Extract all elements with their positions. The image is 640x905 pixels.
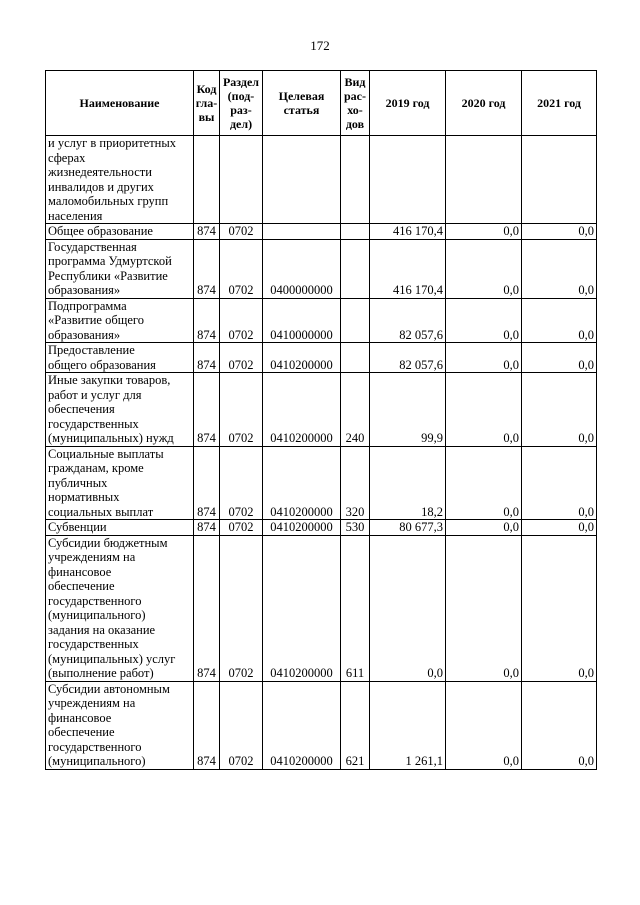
row-value-2019: 80 677,3: [370, 520, 446, 536]
row-name: Предоставление общего образования: [46, 343, 194, 373]
row-value-2021: 0,0: [522, 224, 597, 240]
row-value-2020: 0,0: [446, 224, 522, 240]
row-expense-type: 240: [341, 373, 370, 447]
row-target-article: 0410200000: [263, 343, 341, 373]
row-section: 0702: [220, 343, 263, 373]
row-value-2021: 0,0: [522, 520, 597, 536]
row-name: Субсидии бюджетным учреждениям на финансовое обеспечение государственного (муниципального) задания на оказание государственных (муниципальных) услуг (выполнение работ): [46, 535, 194, 681]
row-expense-type: [341, 343, 370, 373]
row-value-2019: 0,0: [370, 535, 446, 681]
row-value-2021: 0,0: [522, 298, 597, 343]
row-value-2019: 82 057,6: [370, 298, 446, 343]
row-chapter-code: 874: [194, 298, 220, 343]
row-section: 0702: [220, 520, 263, 536]
row-value-2021: 0,0: [522, 535, 597, 681]
row-section: 0702: [220, 224, 263, 240]
header-chapter-code: Код гла- вы: [194, 71, 220, 136]
row-name: Субсидии автономным учреждениям на финансовое обеспечение государственного (муниципального): [46, 681, 194, 769]
table-row: [46, 224, 597, 240]
row-value-2021: 0,0: [522, 446, 597, 520]
row-target-article: [263, 136, 341, 224]
row-target-article: 0410000000: [263, 298, 341, 343]
row-section: 0702: [220, 239, 263, 298]
header-year-2019: 2019 год: [370, 71, 446, 136]
row-value-2019: 416 170,4: [370, 239, 446, 298]
row-chapter-code: 874: [194, 535, 220, 681]
row-name: Субвенции: [46, 520, 194, 536]
row-chapter-code: 874: [194, 681, 220, 769]
row-section: 0702: [220, 373, 263, 447]
row-value-2021: 0,0: [522, 681, 597, 769]
row-chapter-code: 874: [194, 224, 220, 240]
table-row: [46, 446, 597, 520]
budget-table: [45, 70, 597, 770]
table-row: [46, 298, 597, 343]
row-expense-type: 611: [341, 535, 370, 681]
row-expense-type: 621: [341, 681, 370, 769]
table-row: [46, 239, 597, 298]
table-row: [46, 343, 597, 373]
row-value-2019: 1 261,1: [370, 681, 446, 769]
row-name: Государственная программа Удмуртской Республики «Развитие образования»: [46, 239, 194, 298]
header-name: Наименование: [46, 71, 194, 136]
row-value-2019: 99,9: [370, 373, 446, 447]
row-target-article: 0410200000: [263, 446, 341, 520]
row-name: Социальные выплаты гражданам, кроме публичных нормативных социальных выплат: [46, 446, 194, 520]
row-expense-type: [341, 298, 370, 343]
row-chapter-code: 874: [194, 520, 220, 536]
row-expense-type: 530: [341, 520, 370, 536]
row-expense-type: 320: [341, 446, 370, 520]
row-value-2020: 0,0: [446, 520, 522, 536]
row-name: Иные закупки товаров, работ и услуг для обеспечения государственных (муниципальных) нужд: [46, 373, 194, 447]
row-value-2020: [446, 136, 522, 224]
row-value-2020: 0,0: [446, 298, 522, 343]
table-header-row: [46, 71, 597, 136]
row-chapter-code: 874: [194, 239, 220, 298]
row-chapter-code: 874: [194, 343, 220, 373]
row-value-2020: 0,0: [446, 446, 522, 520]
header-year-2020: 2020 год: [446, 71, 522, 136]
row-section: [220, 136, 263, 224]
row-value-2021: 0,0: [522, 343, 597, 373]
row-name: Общее образование: [46, 224, 194, 240]
header-section: Раздел (под- раз- дел): [220, 71, 263, 136]
table-row: [46, 535, 597, 681]
row-name: Подпрограмма «Развитие общего образования»: [46, 298, 194, 343]
table-row: [46, 136, 597, 224]
row-value-2020: 0,0: [446, 535, 522, 681]
row-value-2020: 0,0: [446, 343, 522, 373]
table-row: [46, 681, 597, 769]
header-expense-type: Вид рас- хо- дов: [341, 71, 370, 136]
row-value-2021: 0,0: [522, 239, 597, 298]
table-row: [46, 520, 597, 536]
row-target-article: 0410200000: [263, 535, 341, 681]
row-value-2021: [522, 136, 597, 224]
row-value-2019: 416 170,4: [370, 224, 446, 240]
row-value-2020: 0,0: [446, 239, 522, 298]
row-expense-type: [341, 224, 370, 240]
row-value-2019: [370, 136, 446, 224]
row-chapter-code: 874: [194, 373, 220, 447]
row-value-2020: 0,0: [446, 373, 522, 447]
row-chapter-code: [194, 136, 220, 224]
row-target-article: [263, 224, 341, 240]
row-section: 0702: [220, 446, 263, 520]
row-target-article: 0410200000: [263, 373, 341, 447]
header-target-article: Целевая статья: [263, 71, 341, 136]
row-value-2021: 0,0: [522, 373, 597, 447]
row-section: 0702: [220, 681, 263, 769]
row-expense-type: [341, 239, 370, 298]
row-target-article: 0400000000: [263, 239, 341, 298]
row-value-2019: 18,2: [370, 446, 446, 520]
row-expense-type: [341, 136, 370, 224]
page-number: 172: [310, 38, 330, 53]
header-year-2021: 2021 год: [522, 71, 597, 136]
row-target-article: 0410200000: [263, 520, 341, 536]
row-target-article: 0410200000: [263, 681, 341, 769]
row-value-2020: 0,0: [446, 681, 522, 769]
row-section: 0702: [220, 298, 263, 343]
row-value-2019: 82 057,6: [370, 343, 446, 373]
table-row: [46, 373, 597, 447]
row-name: и услуг в приоритетных сферах жизнедеятельности инвалидов и других маломобильных групп населения: [46, 136, 194, 224]
row-chapter-code: 874: [194, 446, 220, 520]
row-section: 0702: [220, 535, 263, 681]
